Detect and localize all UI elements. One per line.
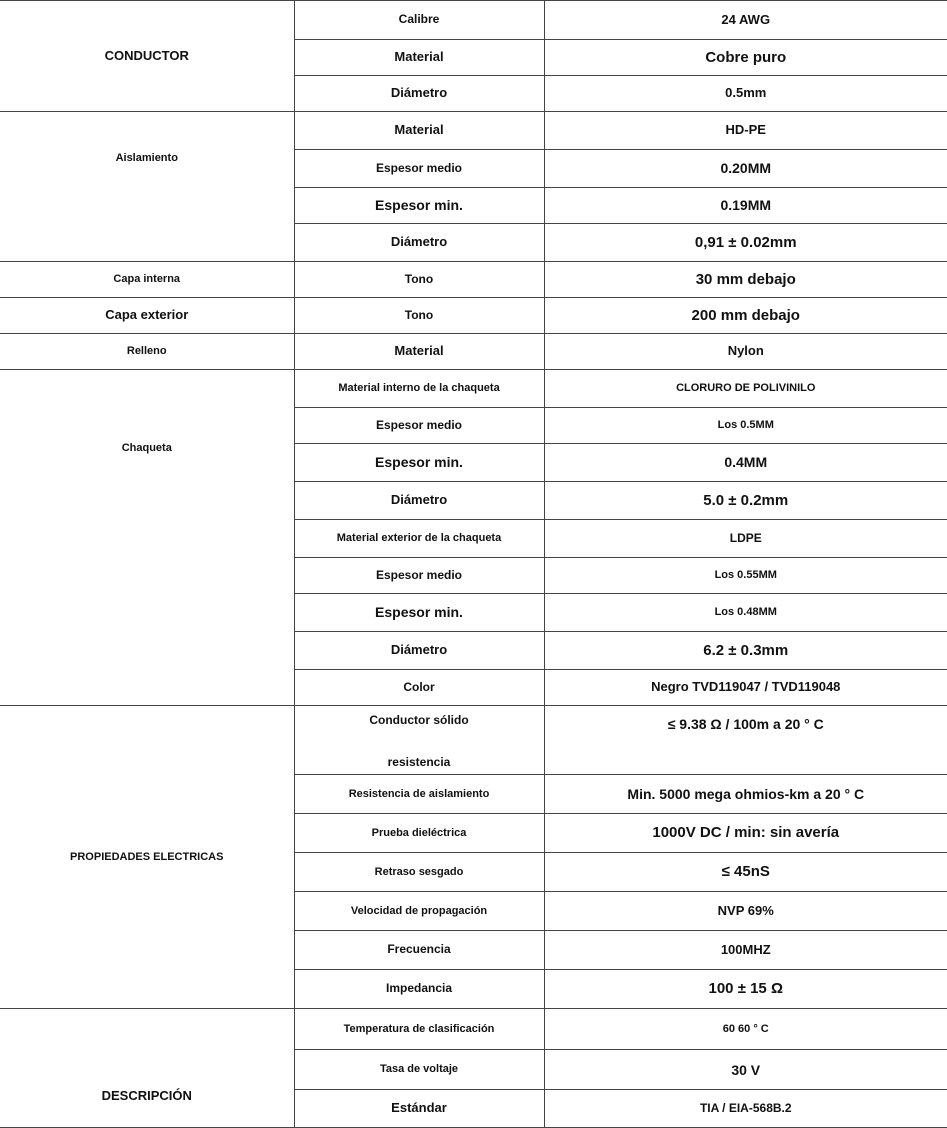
param-cell: Espesor min. xyxy=(294,594,544,632)
param-cell: Material interno de la chaqueta xyxy=(294,370,544,408)
param-cell: Velocidad de propagación xyxy=(294,892,544,931)
param-cell: Material xyxy=(294,40,544,76)
value-cell: Los 0.55MM xyxy=(544,558,947,594)
value-cell: TIA / EIA-568B.2 xyxy=(544,1090,947,1128)
param-cell: Diámetro xyxy=(294,224,544,262)
param-cell: Espesor min. xyxy=(294,188,544,224)
value-cell xyxy=(544,706,947,775)
group-label-electricas: PROPIEDADES ELECTRICAS xyxy=(0,706,294,1009)
value-cell: 0,91 ± 0.02mm xyxy=(544,224,947,262)
param-cell: Estándar xyxy=(294,1090,544,1128)
value-cell: 0.5mm xyxy=(544,76,947,112)
param-cell: Frecuencia xyxy=(294,931,544,970)
param-cell: Prueba dieléctrica xyxy=(294,814,544,853)
param-cell: Color xyxy=(294,670,544,706)
value-cell: 100 ± 15 Ω xyxy=(544,970,947,1009)
table-row xyxy=(0,262,947,298)
param-cell: Retraso sesgado xyxy=(294,853,544,892)
param-line-2: resistencia xyxy=(387,755,451,770)
param-cell: Diámetro xyxy=(294,482,544,520)
param-cell: Espesor min. xyxy=(294,444,544,482)
table-row xyxy=(0,334,947,370)
table-row xyxy=(0,1,947,40)
value-cell: Nylon xyxy=(544,334,947,370)
value-cell: 60 60 ° C xyxy=(544,1009,947,1050)
param-cell: Resistencia de aislamiento xyxy=(294,775,544,814)
value-cell: CLORURO DE POLIVINILO xyxy=(544,370,947,408)
value-cell: Los 0.5MM xyxy=(544,408,947,444)
value-cell: 1000V DC / min: sin avería xyxy=(544,814,947,853)
param-cell: Tono xyxy=(294,262,544,298)
table-row xyxy=(0,112,947,150)
table-row xyxy=(0,1009,947,1050)
table-row xyxy=(0,370,947,408)
value-cell: 6.2 ± 0.3mm xyxy=(544,632,947,670)
value-cell: 100MHZ xyxy=(544,931,947,970)
value-cell: ≤ 45nS xyxy=(544,853,947,892)
param-cell: Material xyxy=(294,334,544,370)
value-cell: 24 AWG xyxy=(544,1,947,40)
value-cell: Los 0.48MM xyxy=(544,594,947,632)
value-cell: Cobre puro xyxy=(544,40,947,76)
value-cell: NVP 69% xyxy=(544,892,947,931)
value-cell: Min. 5000 mega ohmios-km a 20 ° C xyxy=(544,775,947,814)
param-cell: Espesor medio xyxy=(294,150,544,188)
value-cell: 200 mm debajo xyxy=(544,298,947,334)
param-line-1: Conductor sólido xyxy=(369,713,469,727)
table-row xyxy=(0,298,947,334)
group-label-capa-exterior: Capa exterior xyxy=(0,298,294,334)
group-label-capa-interna: Capa interna xyxy=(0,262,294,298)
value-cell: 30 mm debajo xyxy=(544,262,947,298)
param-cell: Espesor medio xyxy=(294,408,544,444)
value-cell: Negro TVD119047 / TVD119048 xyxy=(544,670,947,706)
param-cell: Temperatura de clasificación xyxy=(294,1009,544,1050)
param-cell: Calibre xyxy=(294,1,544,40)
param-cell: Tono xyxy=(294,298,544,334)
value-cell: 5.0 ± 0.2mm xyxy=(544,482,947,520)
param-cell: Tasa de voltaje xyxy=(294,1049,544,1090)
param-cell: Impedancia xyxy=(294,970,544,1009)
param-cell: Espesor medio xyxy=(294,558,544,594)
group-label-relleno: Relleno xyxy=(0,334,294,370)
param-cell: Diámetro xyxy=(294,632,544,670)
group-label-descripcion: DESCRIPCIÓN xyxy=(0,1009,294,1128)
value-cell: 0.19MM xyxy=(544,188,947,224)
param-cell: Material exterior de la chaqueta xyxy=(294,520,544,558)
group-label-conductor: CONDUCTOR xyxy=(0,1,294,112)
group-label-aislamiento: Aislamiento xyxy=(0,112,294,262)
group-label-chaqueta: Chaqueta xyxy=(0,370,294,706)
param-cell-two-line xyxy=(294,706,544,775)
value-cell: 0.4MM xyxy=(544,444,947,482)
value-text: ≤ 9.38 Ω / 100m a 20 ° C xyxy=(667,716,824,732)
value-cell: HD-PE xyxy=(544,112,947,150)
value-cell: LDPE xyxy=(544,520,947,558)
value-cell: 30 V xyxy=(544,1049,947,1090)
param-cell: Material xyxy=(294,112,544,150)
value-cell: 0.20MM xyxy=(544,150,947,188)
table-row xyxy=(0,706,947,775)
param-cell: Diámetro xyxy=(294,76,544,112)
